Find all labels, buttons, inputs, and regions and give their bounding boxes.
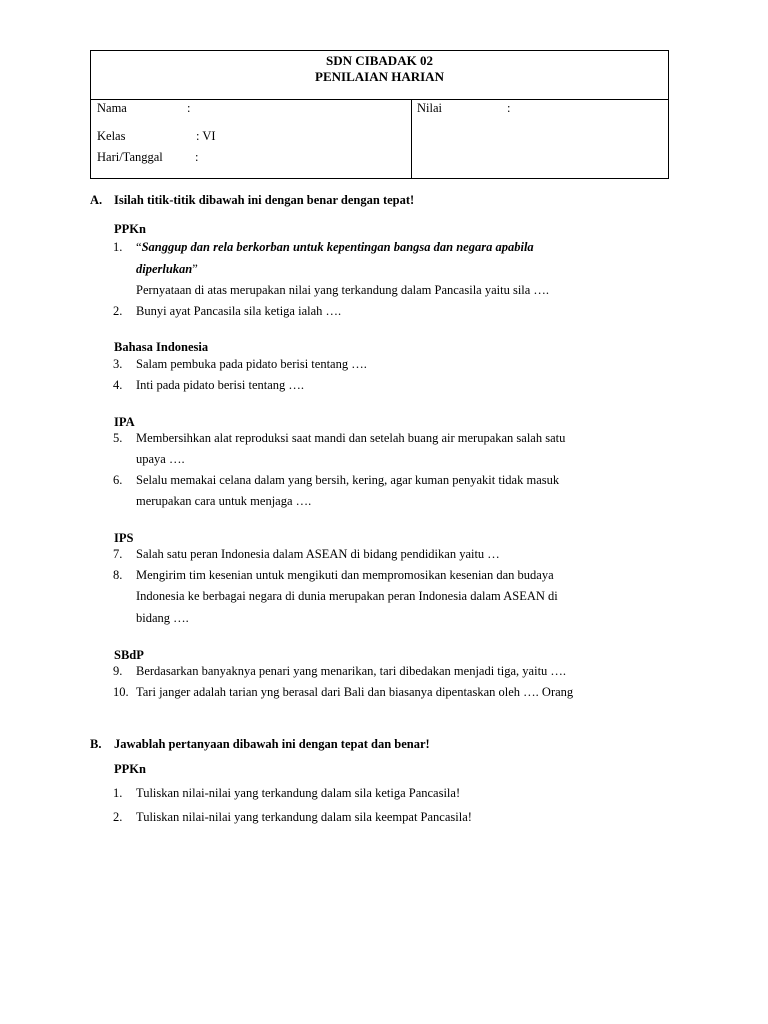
question-8-line2: Indonesia ke berbagai negara di dunia merupakan peran Indonesia dalam ASEAN di [136,589,558,603]
nilai-separator: : [507,101,511,115]
question-1-quote-line2: diperlukan” [136,262,198,276]
student-info-cell [91,100,412,179]
question-8-line1: Mengirim tim kesenian untuk mengikuti dan mempromosikan kesenian dan budaya [136,568,554,582]
section-b-letter: B. [90,737,102,751]
nilai-label: Nilai [417,101,442,115]
nama-label: Nama [97,101,127,115]
kelas-value: : VI [196,129,216,143]
question-number: 9. [113,664,123,678]
question-number: 6. [113,473,123,487]
question-6-line1: Selalu memakai celana dalam yang bersih, kering, agar kuman penyakit tidak masuk [136,473,560,487]
header-table [90,50,669,179]
question-1-statement: Pernyataan di atas merupakan nilai yang terkandung dalam Pancasila yaitu sila …. [136,283,550,297]
nama-separator: : [187,101,191,115]
subject-ips: IPS [114,531,134,545]
section-b-question-1: Tuliskan nilai-nilai yang terkandung dalam sila ketiga Pancasila! [136,786,461,800]
question-7-text: Salah satu peran Indonesia dalam ASEAN di bidang pendidikan yaitu … [136,547,500,561]
question-number: 7. [113,547,123,561]
question-number: 4. [113,378,123,392]
subject-bahasa-indonesia: Bahasa Indonesia [114,340,209,354]
question-number: 3. [113,357,123,371]
question-8-line3: bidang …. [136,611,189,625]
question-5-line1: Membersihkan alat reproduksi saat mandi dan setelah buang air merupakan salah satu [136,431,566,445]
question-number: 1. [113,786,123,800]
question-9-text: Berdasarkan banyaknya penari yang menarikan, tari dibedakan menjadi tiga, yaitu …. [136,664,567,678]
subject-ipa: IPA [114,415,135,429]
question-number: 10. [113,685,129,699]
section-b-instruction: Jawablah pertanyaan dibawah ini dengan tepat dan benar! [114,737,430,751]
question-2-text: Bunyi ayat Pancasila sila ketiga ialah …. [136,304,342,318]
section-b-subject-ppkn: PPKn [114,762,146,776]
question-number: 1. [113,240,123,254]
question-number: 5. [113,431,123,445]
hari-tanggal-label: Hari/Tanggal [97,150,163,164]
question-number: 8. [113,568,123,582]
question-5-line2: upaya …. [136,452,185,466]
school-name: SDN CIBADAK 02 [326,53,433,68]
header-title-row [91,51,668,100]
question-number: 2. [113,304,123,318]
subject-sbdp: SBdP [114,648,144,662]
subject-ppkn: PPKn [114,222,146,236]
question-4-text: Inti pada pidato berisi tentang …. [136,378,305,392]
section-b-question-2: Tuliskan nilai-nilai yang terkandung dalam sila keempat Pancasila! [136,810,472,824]
question-number: 2. [113,810,123,824]
question-6-line2: merupakan cara untuk menjaga …. [136,494,312,508]
hari-tanggal-separator: : [195,150,199,164]
section-a-instruction: Isilah titik-titik dibawah ini dengan benar dengan tepat! [114,193,415,207]
kelas-label: Kelas [97,129,126,143]
question-3-text: Salam pembuka pada pidato berisi tentang …. [136,357,367,371]
question-10-text: Tari janger adalah tarian yng berasal dari Bali dan biasanya dipentaskan oleh …. Orang [136,685,574,699]
question-1-quote-line1: “Sanggup dan rela berkorban untuk kepentingan bangsa dan negara apabila [136,240,534,254]
section-a-letter: A. [90,193,103,207]
exam-title: PENILAIAN HARIAN [315,69,444,84]
